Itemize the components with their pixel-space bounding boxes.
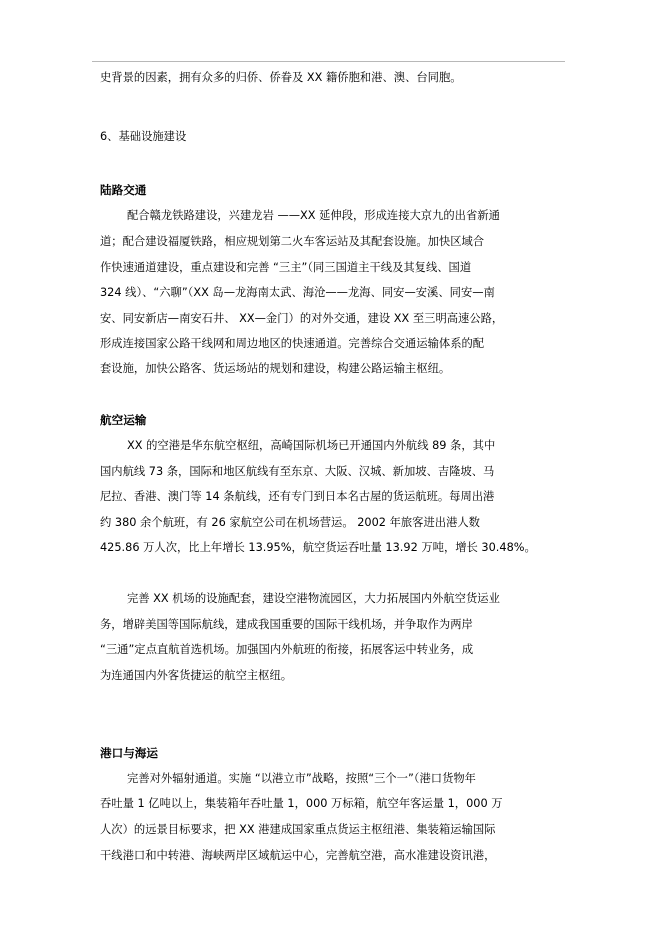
text-line: “三通”定点直航首选机场。加强国内外航班的衔接，拓展客运中转业务，成 <box>100 643 474 656</box>
heading-port-shipping: 港口与海运 <box>100 746 158 760</box>
text-line: 324 线）、“六聊”（XX 岛—龙海南太武、海沧——龙海、同安—安溪、同安—南 <box>100 286 495 299</box>
header-rule <box>92 61 565 62</box>
heading-land-transport: 陆路交通 <box>100 183 147 197</box>
text-line: 配合赣龙铁路建设，兴建龙岩 ——XX 延伸段，形成连接大京九的出省新通 <box>127 209 500 222</box>
text-line: 套设施，加快公路客、货运场站的规划和建设，构建公路运输主枢纽。 <box>100 362 451 375</box>
text-line: 国内航线 73 条，国际和地区航线有至东京、大阪、汉城、新加坡、吉隆坡、马 <box>100 465 495 478</box>
text-line: 为连通国内外客货捷运的航空主枢纽。 <box>100 669 293 682</box>
text-line: 完善对外辐射通道。实施 “以港立市”战略，按照“三个一”（港口货物年 <box>127 772 476 785</box>
text-line: 完善 XX 机场的设施配套，建设空港物流园区，大力拓展国内外航空货运业 <box>127 592 500 605</box>
text-line: 道；配合建设福厦铁路，相应规划第二火车客运站及其配套设施。加快区域合 <box>100 235 485 248</box>
text-line: 425.86 万人次，比上年增长 13.95%，航空货运吞吐量 13.92 万吨，增长 30.48%。 <box>100 541 536 554</box>
section-title: 6、基础设施建设 <box>100 130 187 143</box>
text-line: 史背景的因素，拥有众多的归侨、侨眷及 XX 籍侨胞和港、澳、台同胞。 <box>100 71 462 84</box>
text-line: 作快速通道建设，重点建设和完善 “三主”（同三国道主干线及其复线、国道 <box>100 261 472 274</box>
heading-air-transport: 航空运输 <box>100 413 147 427</box>
text-line: 干线港口和中转港、海峡两岸区域航运中心，完善航空港，高水准建设资讯港， <box>100 849 496 862</box>
text-line: 吞吐量 1 亿吨以上，集装箱年吞吐量 1，000 万标箱，航空年客运量 1，000 万 <box>100 797 503 810</box>
text-line: 务，增辟美国等国际航线，建成我国重要的国际干线机场，并争取作为两岸 <box>100 618 473 631</box>
text-line: 人次）的远景目标要求，把 XX 港建成国家重点货运主枢纽港、集装箱运输国际 <box>100 823 496 836</box>
text-line: 尼拉、香港、澳门等 14 条航线，还有专门到日本名古屋的货运航班。每周出港 <box>100 490 495 503</box>
text-line: XX 的空港是华东航空枢纽，高崎国际机场已开通国内外航线 89 条，其中 <box>127 439 496 452</box>
text-line: 约 380 余个航班，有 26 家航空公司在机场营运。 2002 年旅客进出港人数 <box>100 516 480 529</box>
text-line: 安、同安新店—南安石井、 XX—金门）的对外交通，建设 XX 至三明高速公路， <box>100 312 504 325</box>
text-line: 形成连接国家公路干线网和周边地区的快速通道。完善综合交通运输体系的配 <box>100 337 485 350</box>
